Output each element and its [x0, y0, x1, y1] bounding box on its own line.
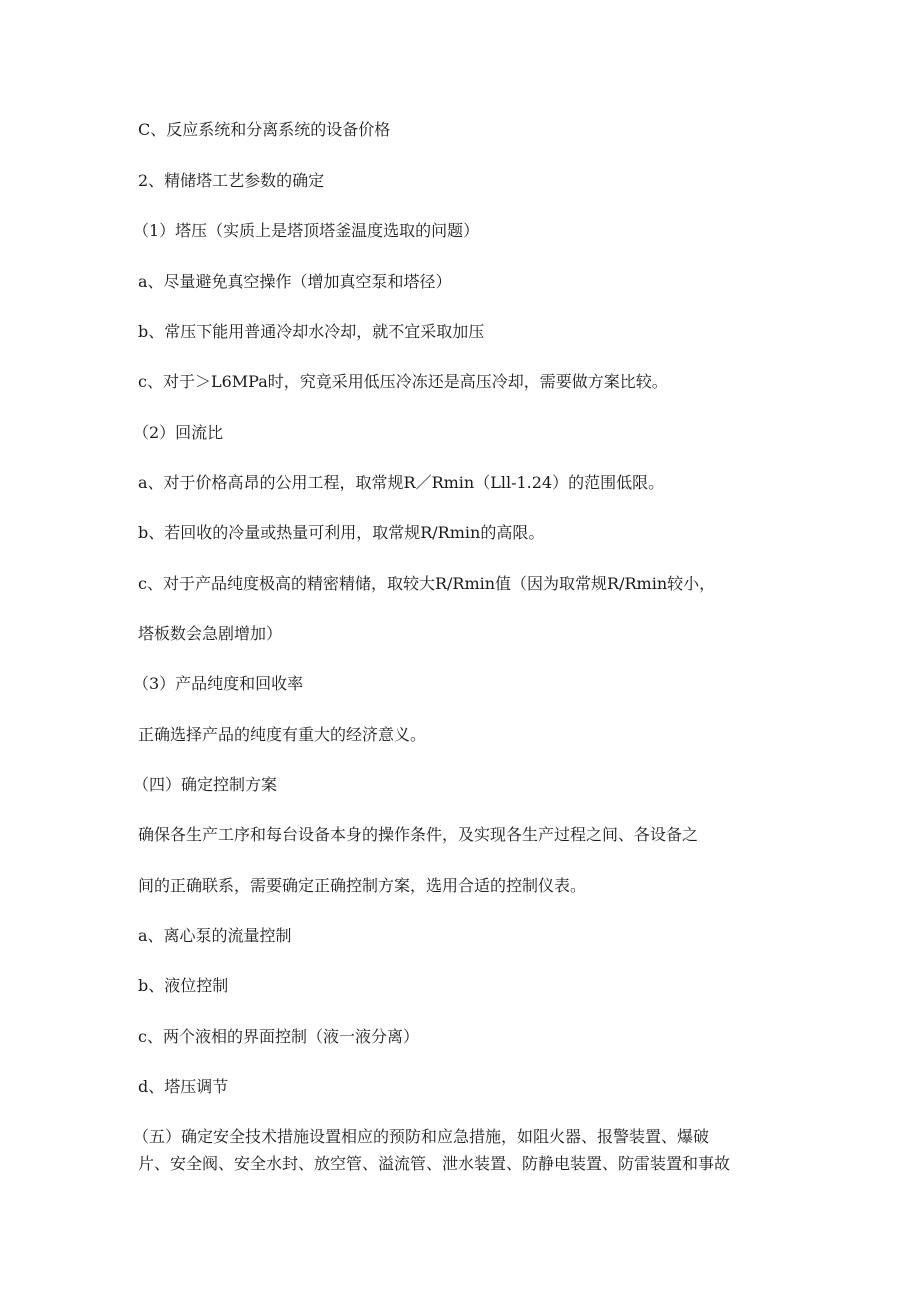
- text-line: 间的正确联系，需要确定正确控制方案，选用合适的控制仪表。: [138, 876, 587, 895]
- list-item: a、尽量避免真空操作（增加真空泵和塔径）: [138, 272, 452, 291]
- list-item: b、若回收的冷量或热量可利用，取常规R/Rmin的高限。: [138, 523, 545, 542]
- text-line: 塔板数会急剧增加）: [138, 624, 283, 643]
- subsection-heading: （1）塔压（实质上是塔顶塔釜温度选取的问题）: [133, 221, 480, 240]
- text-line: C、反应系统和分离系统的设备价格: [138, 120, 391, 139]
- list-item: b、液位控制: [138, 976, 229, 995]
- list-item: a、离心泵的流量控制: [138, 926, 292, 945]
- section-heading: （四）确定控制方案: [133, 775, 278, 794]
- section-heading: 2、精储塔工艺参数的确定: [138, 171, 325, 190]
- text-line: 确保各生产工序和每台设备本身的操作条件，及实现各生产过程之间、各设备之: [138, 825, 699, 844]
- list-item: c、对于＞L6MPa时，究竟采用低压冷冻还是高压冷却，需要做方案比较。: [138, 372, 668, 391]
- subsection-heading: （3）产品纯度和回收率: [133, 674, 304, 693]
- list-item: c、两个液相的界面控制（液一液分离）: [138, 1027, 419, 1046]
- section-heading: （五）确定安全技术措施设置相应的预防和应急措施，如阻火器、报警装置、爆破: [133, 1127, 710, 1146]
- text-line: 正确选择产品的纯度有重大的经济意义。: [138, 725, 427, 744]
- list-item: d、塔压调节: [138, 1077, 229, 1096]
- list-item: a、对于价格高昂的公用工程，取常规R／Rmin（Lll-1.24）的范围低限。: [138, 473, 665, 492]
- text-line: 片、安全阀、安全水封、放空管、溢流管、泄水装置、防静电装置、防雷装置和事故: [138, 1154, 731, 1173]
- list-item: b、常压下能用普通冷却水冷却，就不宜采取加压: [138, 322, 485, 341]
- subsection-heading: （2）回流比: [133, 423, 224, 442]
- list-item: c、对于产品纯度极高的精密精储，取较大R/Rmin值（因为取常规R/Rmin较小，: [138, 574, 716, 593]
